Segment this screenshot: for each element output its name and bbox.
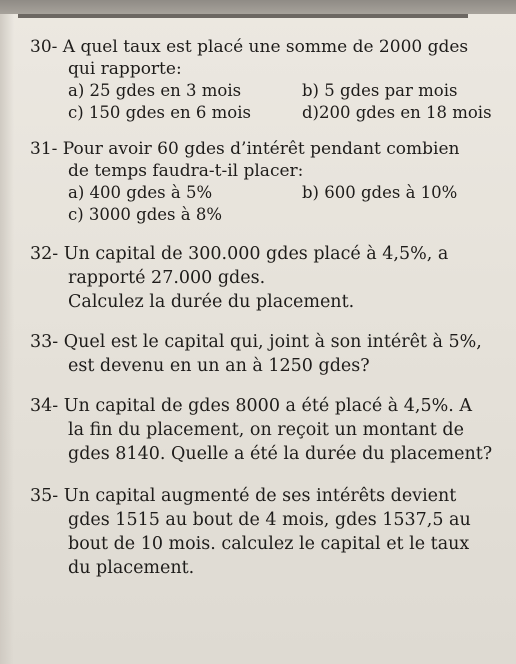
question-line: gdes 8140. Quelle a été la durée du placement? xyxy=(68,444,493,464)
question-35 xyxy=(30,484,508,580)
question-line: qui rapporte: xyxy=(68,59,182,79)
question-title: 30- A quel taux est placé une somme de 2000 gdes xyxy=(30,37,469,57)
option-c: c) 150 gdes en 6 mois xyxy=(68,103,251,122)
question-32 xyxy=(30,242,508,314)
question-title: 31- Pour avoir 60 gdes d’intérêt pendant combien xyxy=(30,139,460,159)
question-30 xyxy=(30,36,508,124)
question-line: de temps faudra-t-il placer: xyxy=(68,161,304,181)
question-line: est devenu en un an à 1250 gdes? xyxy=(68,356,370,376)
question-line: du placement. xyxy=(68,558,195,578)
top-rule-line xyxy=(18,14,468,18)
answer-options xyxy=(68,182,508,226)
left-page-shade xyxy=(0,14,14,664)
question-33 xyxy=(30,330,508,378)
answer-options xyxy=(68,80,508,124)
question-line: Calculez la durée du placement. xyxy=(68,292,355,312)
option-a: a) 25 gdes en 3 mois xyxy=(68,81,242,100)
question-31 xyxy=(30,138,508,226)
question-title: 35- Un capital augmenté de ses intérêts devient xyxy=(30,486,457,506)
question-title: 32- Un capital de 300.000 gdes placé à 4,5%, a xyxy=(30,244,449,264)
option-empty xyxy=(302,204,508,226)
option-c: c) 3000 gdes à 8% xyxy=(68,205,223,224)
option-b: b) 5 gdes par mois xyxy=(302,81,458,100)
option-b: b) 600 gdes à 10% xyxy=(302,183,458,202)
question-line: gdes 1515 au bout de 4 mois, gdes 1537,5 au xyxy=(68,510,471,530)
question-line: bout de 10 mois. calculez le capital et le taux xyxy=(68,534,470,554)
question-title: 33- Quel est le capital qui, joint à son intérêt à 5%, xyxy=(30,332,482,352)
option-d: d)200 gdes en 18 mois xyxy=(302,103,492,122)
option-a: a) 400 gdes à 5% xyxy=(68,183,213,202)
top-shadow-band xyxy=(0,0,516,14)
question-line: rapporté 27.000 gdes. xyxy=(68,268,266,288)
question-line: la fin du placement, on reçoit un montant de xyxy=(68,420,464,440)
exercise-list xyxy=(30,36,508,593)
question-title: 34- Un capital de gdes 8000 a été placé à 4,5%. A xyxy=(30,396,472,416)
question-34 xyxy=(30,394,508,466)
